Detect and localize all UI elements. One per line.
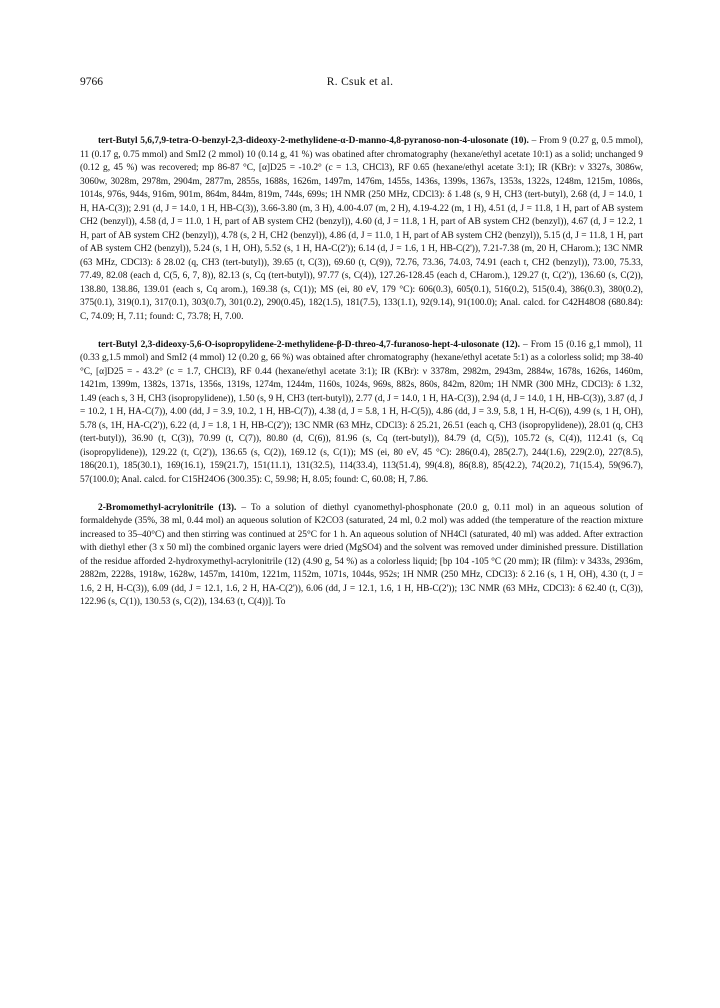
- paragraph-compound-13: [80, 502, 643, 610]
- running-head: R. Csuk et al.: [326, 76, 394, 88]
- page-header: [80, 76, 640, 92]
- compound-heading: tert-Butyl 5,6,7,9-tetra-O-benzyl-2,3-dideoxy-2-methylidene-α-D-manno-4,8-pyranoso-non-4-ulosonate (10).: [98, 136, 529, 146]
- paragraph-text: – From 15 (0.16 g,1 mmol), 11 (0.33 g,1.5 mmol) and SmI2 (4 mmol) 12 (0.20 g, 66 %) was obtained after chromatography (hexane/ethyl acetate 5:1) as a colorless solid; mp 38-40 °C, [α]D25 = - 43.2° (c = 1.7, CHCl3), RF 0.44 (hexane/ethyl acetate 3:1); IR (KBr): ν 3378m, 2982m, 2943m, 2884w, 1678s, 1626s, 1460m, 1421m, 1399m, 1382s, 1371s, 1356s, 1319s, 1274m, 1244m, 1160s, 1024s, 969s, 882s, 860s, 842m, 820m; 1H NMR (300 MHz, CDCl3): δ 1.32, 1.49 (each s, 3 H, CH3 (isopropylidene)), 1.50 (s, 9 H, CH3 (tert-butyl)), 2.77 (d, J = 14.0, 1 H, HA-C(3)), 2.94 (d, J = 14.0, 1 H, HB-C(3)), 3.87 (d, J = 10.2, 1 H, HA-C(7)), 4.00 (dd, J = 3.9, 10.2, 1 H, HB-C(7)), 4.38 (d, J = 5.8, 1 H, H-C(5)), 4.86 (dd, J = 3.9, 5.8, 1 H, H-C(6)), 4.99 (s, 1 H, OH), 5.78 (s, 1H, HA-C(2')), 6.22 (d, J = 1.8, 1 H, HB-C(2')); 13C NMR (63 MHz, CDCl3): δ 25.21, 26.51 (each q, CH3 (isopropylidene)), 28.01 (q, CH3 (tert-butyl)), 36.90 (t, C(3)), 70.99 (t, C(7)), 80.80 (d, C(6)), 81.96 (s, Cq (tert-butyl)), 84.79 (d, C(5)), 105.72 (s, C(4)), 112.41 (s, Cq (isopropylidene)), 129.22 (t, C(2')), 136.65 (s, C(2)), 169.12 (s, C(1)); MS (ei, 80 eV, 45 °C): 286(0.4), 285(2.7), 244(1.6), 229(2.0), 227(8.5), 186(20.1), 185(30.1), 169(16.1), 159(21.7), 151(11.1), 131(32.5), 114(33.4), 113(51.4), 99(4.8), 86(8.8), 85(42.2), 74(20.2), 71(15.4), 59(96.7), 57(100.0); Anal. calcd. for C15H24O6 (300.35): C, 59.98; H, 8.05; found: C, 60.08; H, 7.86.: [80, 339, 643, 485]
- compound-heading: 2-Bromomethyl-acrylonitrile (13).: [98, 502, 237, 513]
- paragraph-text: – To a solution of diethyl cyanomethyl-phosphonate (20.0 g, 0.11 mol) in an aqueous solution of formaldehyde (35%, 38 ml, 0.44 mol) an aqueous solution of K2CO3 (saturated, 24 ml, 0.2 mol) was added (the temperature of the reaction mixture increased to 35–40°C) and then stirring was continued at 25°C for 1 h. An aqueous solution of NH4Cl (saturated, 40 ml) was added. After extraction with diethyl ether (3 x 50 ml) the combined organic layers were dried (MgSO4) and the solvent was removed under diminished pressure. Distillation of the residue afforded 2-hydroxymethyl-acrylonitrile (12) (4.90 g, 54 %) as a colorless liquid; [bp 104 -105 °C (20 mm); IR (film): ν 3433s, 2936m, 2882m, 2228s, 1918w, 1628w, 1457m, 1410m, 1221m, 1152m, 1071s, 1044s, 952s; 1H NMR (250 MHz, CDCl3): δ 2.16 (s, 1 H, OH), 4.30 (t, J = 1.6, 2 H, H-C(3)), 6.09 (dd, J = 12.1, 1.6, 2 H, HA-C(2')), 6.06 (dd, J = 12.1, 1.6, 1 H, HB-C(2')); 13C NMR (63 MHz, CDCl3): δ 62.40 (t, C(3)), 122.96 (s, C(1)), 130.53 (s, C(2)), 134.63 (t, C(4))]. To: [80, 502, 643, 607]
- compound-heading: tert-Butyl 2,3-dideoxy-5,6-O-isopropylidene-2-methylidene-β-D-threo-4,7-furanoso-hept-4-ulosonate (12).: [98, 339, 521, 350]
- article-body: [80, 135, 643, 610]
- paragraph-text: – From 9 (0.27 g, 0.5 mmol), 11 (0.17 g, 0.75 mmol) and SmI2 (2 mmol) 10 (0.14 g, 41 %) was obatined after chromatography (hexane/ethyl acetate 10:1) as a solid; unchanged 9 (0.12 g, 45 %) was recovered; mp 86-87 °C, [α]D25 = -10.2° (c = 1.3, CHCl3), RF 0.65 (hexane/ethyl acetate 3:1); IR (KBr): ν 3327s, 3086w, 3060w, 3028m, 2978m, 2904m, 2877m, 2855s, 1688s, 1626m, 1497m, 1476m, 1455s, 1436s, 1399s, 1367s, 1353s, 1322s, 1248m, 1215m, 1086s, 1014s, 976s, 944s, 916m, 901m, 864m, 844m, 819m, 744s, 699s; 1H NMR (250 MHz, CDCl3): δ 1.48 (s, 9 H, CH3 (tert-butyl), 2.68 (d, J = 14.0, 1 H, HA-C(3)); 2.91 (d, J = 14.0, 1 H, HB-C(3)), 3.66-3.80 (m, 3 H), 4.00-4.07 (m, 2 H), 4.19-4.22 (m, 1 H), 4.51 (d, J = 11.8, 1 H, part of AB system CH2 (benzyl)), 4.58 (d, J = 11.0, 1 H, part of AB system CH2 (benzyl)), 4.60 (d, J = 11.8, 1 H, part of AB system CH2 (benzyl)), 4.67 (d, J = 12.2, 1 H, part of AB system CH2 (benzyl)), 4.78 (s, 2 H, CH2 (benzyl)), 4.86 (d, J = 11.0, 1 H, part of AB system CH2 (benzyl)), 5.15 (d, J = 11.8, 1 H, part of AB system CH2 (benzyl)), 5.24 (s, 1 H, OH), 5.52 (s, 1 H, HA-C(2')); 6.14 (d, J = 1.6, 1 H, HB-C(2')), 7.21-7.38 (m, 20 H, CHarom.); 13C NMR (63 MHz, CDCl3): δ 28.02 (q, CH3 (tert-butyl)), 39.65 (t, C(3)), 69.60 (t, C(9)), 72.76, 73.36, 74.03, 74.91 (each t, CH2 (benzyl)), 73.00, 75.33, 77.49, 82.08 (each d, C(5, 6, 7, 8)), 82.13 (s, Cq (tert-butyl)), 97.77 (s, C(4)), 127.26-128.45 (each d, CHarom.), 129.27 (t, C(2')), 136.60 (s, C(2)), 138.80, 138.86, 139.01 (each s, Cq arom.), 169.38 (s, C(1)); MS (ei, 80 eV, 179 °C): 606(0.3), 605(0.1), 516(0.2), 515(0.4), 386(0.3), 380(0.2), 375(0.1), 319(0.1), 317(0.1), 303(0.7), 301(0.2), 290(0.45), 182(1.5), 181(7.5), 133(1.1), 92(9.14), 91(100.0); Anal. calcd. for C42H48O8 (680.84): C, 74.09; H, 7.11; found: C, 73.78; H, 7.00.: [80, 136, 643, 322]
- paragraph-compound-12: [80, 339, 643, 488]
- page-number: 9766: [80, 76, 103, 88]
- paragraph-compound-10: [80, 135, 643, 324]
